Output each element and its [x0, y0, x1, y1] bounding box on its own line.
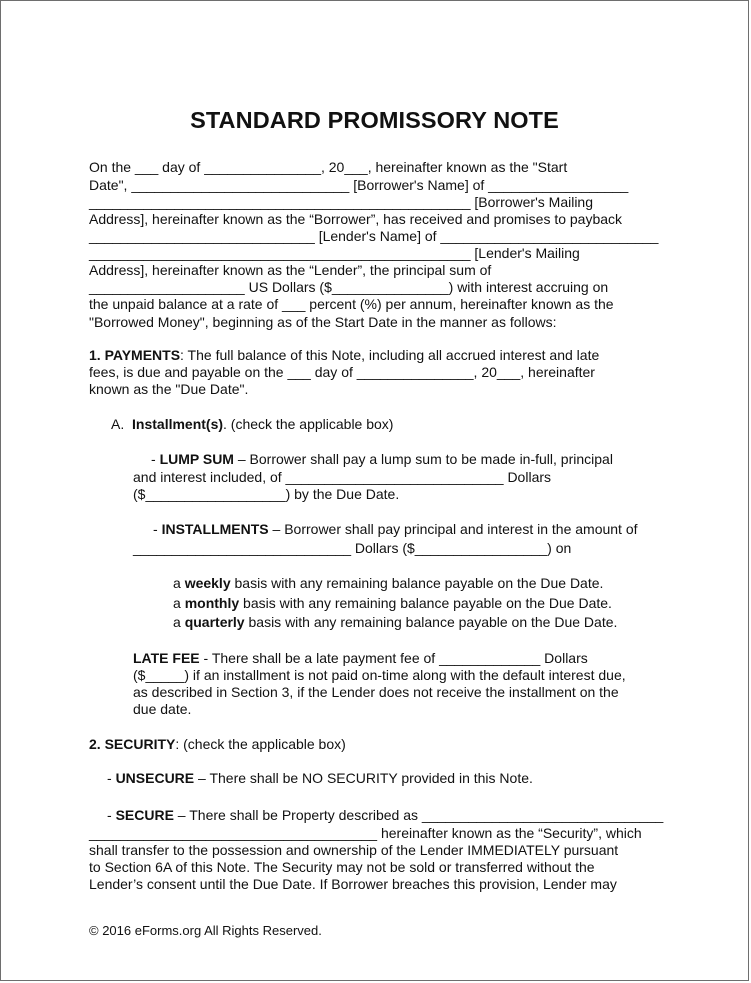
copyright-footer: © 2016 eForms.org All Rights Reserved.: [89, 923, 322, 938]
late-fee-line-4: due date.: [133, 701, 192, 717]
intro-line: ____________________ US Dollars ($_______________) with interest accruing on: [89, 279, 609, 295]
intro-line: Date", ____________________________ [Borrower's Name] of __________________: [89, 177, 629, 193]
installments-heading: A. Installment(s). (check the applicable box): [111, 416, 394, 432]
secure-line-5: Lender’s consent until the Due Date. If Borrower breaches this provision, Lender may: [89, 876, 617, 892]
document-title: STANDARD PROMISSORY NOTE: [190, 107, 559, 133]
lump-sum-line-2: and interest included, of ____________________________ Dollars: [133, 469, 552, 485]
intro-line: "Borrowed Money", beginning as of the Start Date in the manner as follows:: [89, 314, 557, 330]
secure-line-2: _____________________________________ hereinafter known as the “Security”, which: [89, 825, 642, 841]
secure-line-3: shall transfer to the possession and ownership of the Lender IMMEDIATELY pursuant: [89, 842, 619, 858]
payments-line-2: fees, is due and payable on the ___ day of _______________, 20___, hereinafter: [89, 364, 595, 380]
lump-sum-option: - LUMP SUM – Borrower shall pay a lump sum to be made in-full, principal: [151, 451, 613, 467]
late-fee-label: LATE FEE: [133, 650, 200, 666]
late-fee-line-1: LATE FEE - There shall be a late payment fee of _____________ Dollars: [133, 650, 588, 666]
frequency-monthly: a monthly basis with any remaining balance payable on the Due Date.: [173, 595, 612, 611]
frequency-quarterly: a quarterly basis with any remaining balance payable on the Due Date.: [173, 614, 618, 630]
intro-line: Address], hereinafter known as the “Borrower”, has received and promises to payback: [89, 211, 623, 227]
security-heading: 2. SECURITY: (check the applicable box): [89, 736, 346, 752]
frequency-weekly: a weekly basis with any remaining balance payable on the Due Date.: [173, 575, 604, 591]
payments-line-1: 1. PAYMENTS: The full balance of this Note, including all accrued interest and late: [89, 347, 600, 363]
intro-line: _________________________________________________ [Borrower's Mailing: [89, 194, 594, 210]
intro-line: Address], hereinafter known as the “Lender”, the principal sum of: [89, 262, 492, 278]
late-fee-line-3: as described in Section 3, if the Lender does not receive the installment on the: [133, 684, 619, 700]
installments-option-line-2: ____________________________ Dollars ($_________________) on: [133, 540, 572, 556]
late-fee-line-2: ($_____) if an installment is not paid on-time along with the default interest due,: [133, 667, 626, 683]
secure-line-4: to Section 6A of this Note. The Security may not be sold or transferred without the: [89, 859, 595, 875]
payments-line-3: known as the "Due Date".: [89, 381, 249, 397]
lump-sum-line-3: ($__________________) by the Due Date.: [133, 486, 400, 502]
intro-line: the unpaid balance at a rate of ___ percent (%) per annum, hereinafter known as the: [89, 296, 614, 312]
intro-line: _____________________________ [Lender's Name] of ____________________________: [89, 228, 659, 244]
payments-heading: 1. PAYMENTS: [89, 347, 181, 363]
unsecure-option: - UNSECURE – There shall be NO SECURITY provided in this Note.: [107, 770, 533, 786]
secure-option: - SECURE – There shall be Property described as _______________________________: [107, 807, 664, 823]
intro-line: On the ___ day of _______________, 20___, hereinafter known as the "Start: [89, 159, 568, 175]
intro-line: _________________________________________________ [Lender's Mailing: [89, 245, 580, 261]
installments-option: - INSTALLMENTS – Borrower shall pay principal and interest in the amount of: [153, 521, 638, 537]
